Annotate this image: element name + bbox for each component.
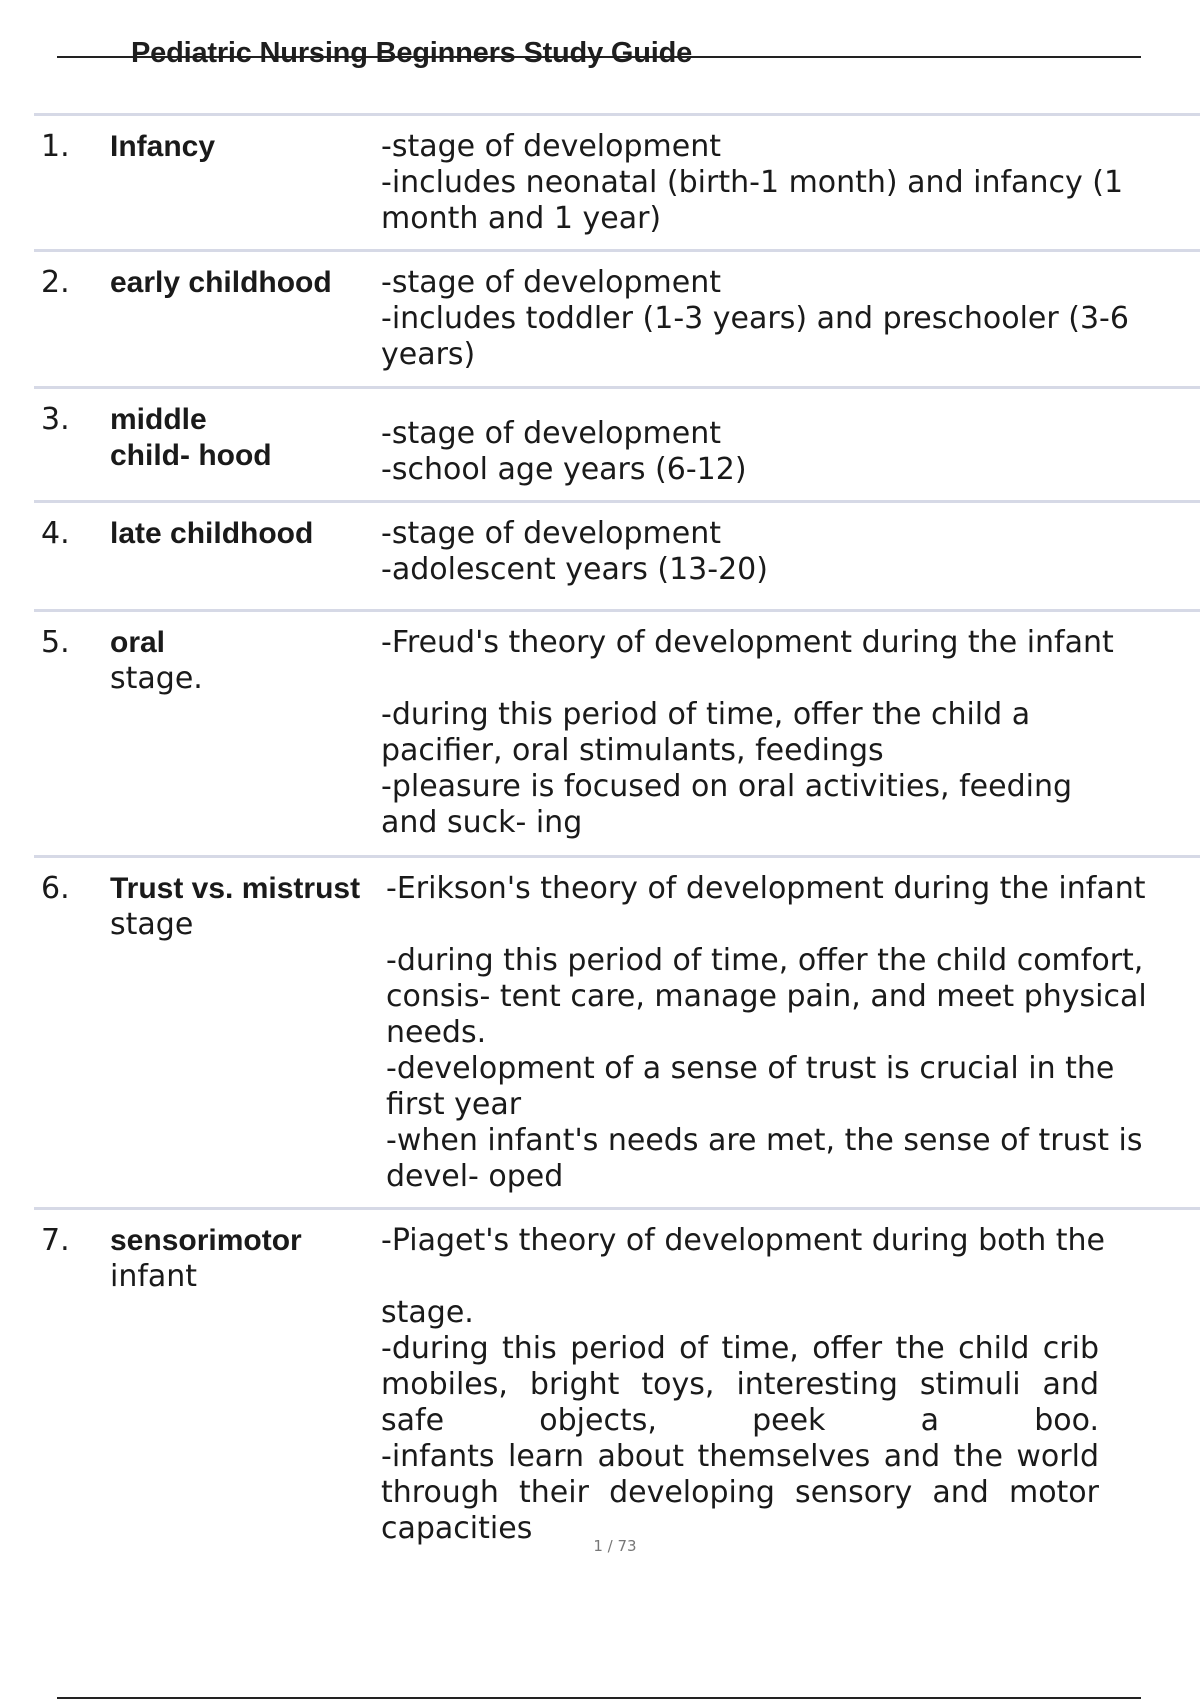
entry-term-bold: late childhood <box>110 517 314 550</box>
entry-term <box>110 516 380 552</box>
entry-term-bold: middle child- hood <box>110 403 272 472</box>
entry-number: 5. <box>41 625 70 660</box>
table-row <box>34 113 1200 249</box>
entry-number: 1. <box>41 129 70 164</box>
definition-line: -Piaget's theory of development during both the <box>381 1223 1106 1258</box>
entry-definition <box>381 516 1200 588</box>
entry-term <box>110 402 380 474</box>
definition-line: years) <box>381 337 476 372</box>
entry-definition <box>381 129 1200 237</box>
definition-spacer <box>386 907 1200 943</box>
entry-definition <box>386 871 1200 1195</box>
definition-spacer <box>381 1259 1200 1295</box>
entry-term <box>110 871 380 943</box>
definition-line: -stage of development <box>381 416 721 451</box>
entry-term <box>110 129 380 165</box>
entry-definition <box>381 1223 1200 1547</box>
entry-term <box>110 1223 380 1295</box>
definition-line: -when infant's needs are met, the sense of trust is <box>386 1123 1143 1158</box>
entry-number: 3. <box>41 402 70 437</box>
entry-term-bold: early childhood <box>110 266 332 299</box>
entry-term-bold: Infancy <box>110 130 216 163</box>
definition-line: -development of a sense of trust is crucial in the <box>386 1051 1115 1086</box>
definition-line: first year <box>386 1087 522 1122</box>
definition-line: month and 1 year) <box>381 201 662 236</box>
table-row <box>34 855 1200 1207</box>
table-row <box>34 609 1200 855</box>
definition-line: and suck- ing <box>381 805 583 840</box>
definition-line: mobiles, bright toys, interesting stimuli and <box>381 1367 1099 1402</box>
definition-line: -pleasure is focused on oral activities, feeding <box>381 769 1073 804</box>
definition-line: -stage of development <box>381 516 721 551</box>
entry-term <box>110 265 380 301</box>
definition-line: pacifier, oral stimulants, feedings <box>381 733 884 768</box>
entry-definition <box>381 625 1200 841</box>
definition-line: capacities <box>381 1511 533 1546</box>
definition-line: -during this period of time, offer the child crib <box>381 1331 1099 1366</box>
definition-line: safe objects, peek a boo. <box>381 1403 1099 1438</box>
definition-line: -stage of development <box>381 129 721 164</box>
definition-line: -Erikson's theory of development during the infant <box>386 871 1146 906</box>
definition-line: -infants learn about themselves and the world <box>381 1439 1099 1474</box>
entry-term-continuation: stage <box>110 907 194 942</box>
document-header <box>57 34 1141 70</box>
entry-term <box>110 625 380 697</box>
definition-spacer <box>381 661 1200 697</box>
definition-line: -school age years (6-12) <box>381 452 747 487</box>
table-row <box>34 386 1200 500</box>
definition-line: stage. <box>381 1295 474 1330</box>
definition-line: through their developing sensory and motor <box>381 1475 1099 1510</box>
definition-line: -includes toddler (1-3 years) and preschooler (3-6 <box>381 301 1129 336</box>
entry-term-bold: sensorimotor <box>110 1224 302 1257</box>
footer-rule <box>57 1697 1141 1699</box>
definition-line: -during this period of time, offer the child a <box>381 697 1031 732</box>
table-row <box>34 249 1200 386</box>
page-indicator: 1 / 73 <box>593 1537 637 1555</box>
entry-term-continuation: stage. <box>110 661 203 696</box>
entry-term-bold: Trust vs. mistrust <box>110 872 361 905</box>
definition-line: -Freud's theory of development during the infant <box>381 625 1114 660</box>
entry-number: 4. <box>41 516 70 551</box>
entry-number: 6. <box>41 871 70 906</box>
entry-number: 2. <box>41 265 70 300</box>
definition-line: needs. <box>386 1015 487 1050</box>
definition-line: -stage of development <box>381 265 721 300</box>
definition-line: devel- oped <box>386 1159 564 1194</box>
definition-line: consis- tent care, manage pain, and meet physical <box>386 979 1147 1014</box>
document-title: Pediatric Nursing Beginners Study Guide <box>131 37 693 69</box>
entry-term-bold: oral <box>110 626 166 659</box>
entry-term-continuation: infant <box>110 1259 198 1294</box>
definition-line: -during this period of time, offer the child comfort, <box>386 943 1144 978</box>
definition-line: -adolescent years (13-20) <box>381 552 768 587</box>
definition-line: -includes neonatal (birth-1 month) and infancy (1 <box>381 165 1124 200</box>
entry-number: 7. <box>41 1223 70 1258</box>
entry-definition <box>381 265 1200 373</box>
entry-definition <box>381 416 1200 488</box>
table-row <box>34 500 1200 609</box>
